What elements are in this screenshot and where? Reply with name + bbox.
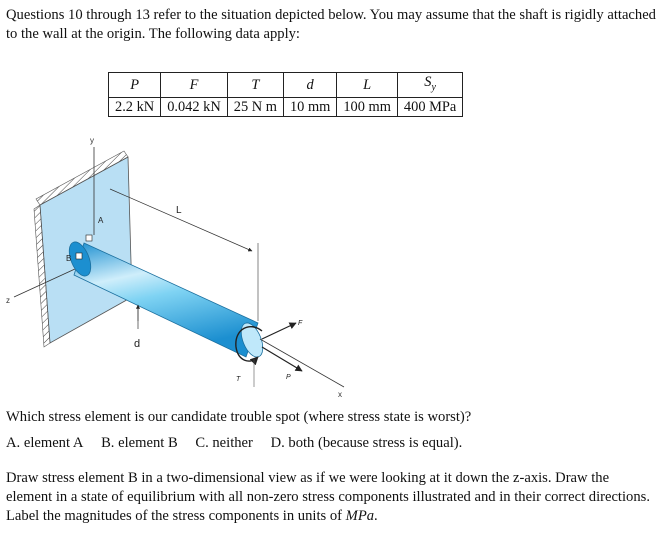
header-L: L — [337, 73, 398, 98]
label-A: A — [98, 216, 104, 225]
header-Sy-subscript: y — [431, 81, 436, 93]
data-table — [108, 72, 463, 117]
header-P: P — [109, 73, 161, 98]
value-F: 0.042 kN — [161, 97, 228, 116]
label-P: P — [286, 374, 291, 381]
L-dimension-line — [110, 189, 252, 251]
header-T: T — [227, 73, 283, 98]
header-Sy-base: S — [424, 74, 432, 90]
table-value-row — [109, 97, 463, 116]
option-b[interactable]: B. element B — [101, 435, 178, 451]
label-x: x — [338, 390, 342, 399]
F-force-arrow — [262, 323, 296, 339]
value-P: 2.2 kN — [109, 97, 161, 116]
element-B-marker — [76, 253, 82, 259]
label-y: y — [90, 136, 94, 145]
header-d: d — [283, 73, 336, 98]
label-z: z — [6, 296, 10, 305]
x-axis — [260, 339, 344, 387]
intro-paragraph: Questions 10 through 13 refer to the situation depicted below. You may assume that the shaft is rigidly attached to the wall at the origin. The following data apply: — [6, 7, 656, 42]
question-draw-element — [6, 469, 658, 526]
value-Sy: 400 MPa — [397, 97, 462, 116]
label-B: B — [66, 254, 72, 263]
P-force-arrow — [262, 347, 302, 371]
question2-text: Draw stress element B in a two-dimensional view as if we were looking at it down the z-axis. Draw the element in a state of equilibrium with all non-zero stress components illustrated and in their correct directions. Label the magnitudes of the stress components in units of — [6, 470, 650, 524]
question2-end: . — [374, 508, 378, 524]
question2-unit: MPa — [345, 508, 375, 524]
value-d: 10 mm — [283, 97, 336, 116]
question-trouble-spot: Which stress element is our candidate trouble spot (where stress state is worst)? — [6, 409, 472, 425]
header-Sy — [397, 73, 462, 98]
label-L: L — [176, 205, 182, 216]
header-F: F — [161, 73, 228, 98]
table-header-row — [109, 73, 463, 98]
label-d: d — [134, 338, 141, 350]
option-c[interactable]: C. neither — [195, 435, 253, 451]
value-L: 100 mm — [337, 97, 398, 116]
shaft-figure — [0, 125, 360, 405]
option-a[interactable]: A. element A — [6, 435, 84, 451]
label-F: F — [298, 320, 303, 327]
element-A-marker — [86, 235, 92, 241]
answer-options — [6, 434, 658, 453]
value-T: 25 N m — [227, 97, 283, 116]
option-d[interactable]: D. both (because stress is equal). — [270, 435, 463, 451]
label-T: T — [236, 376, 241, 383]
